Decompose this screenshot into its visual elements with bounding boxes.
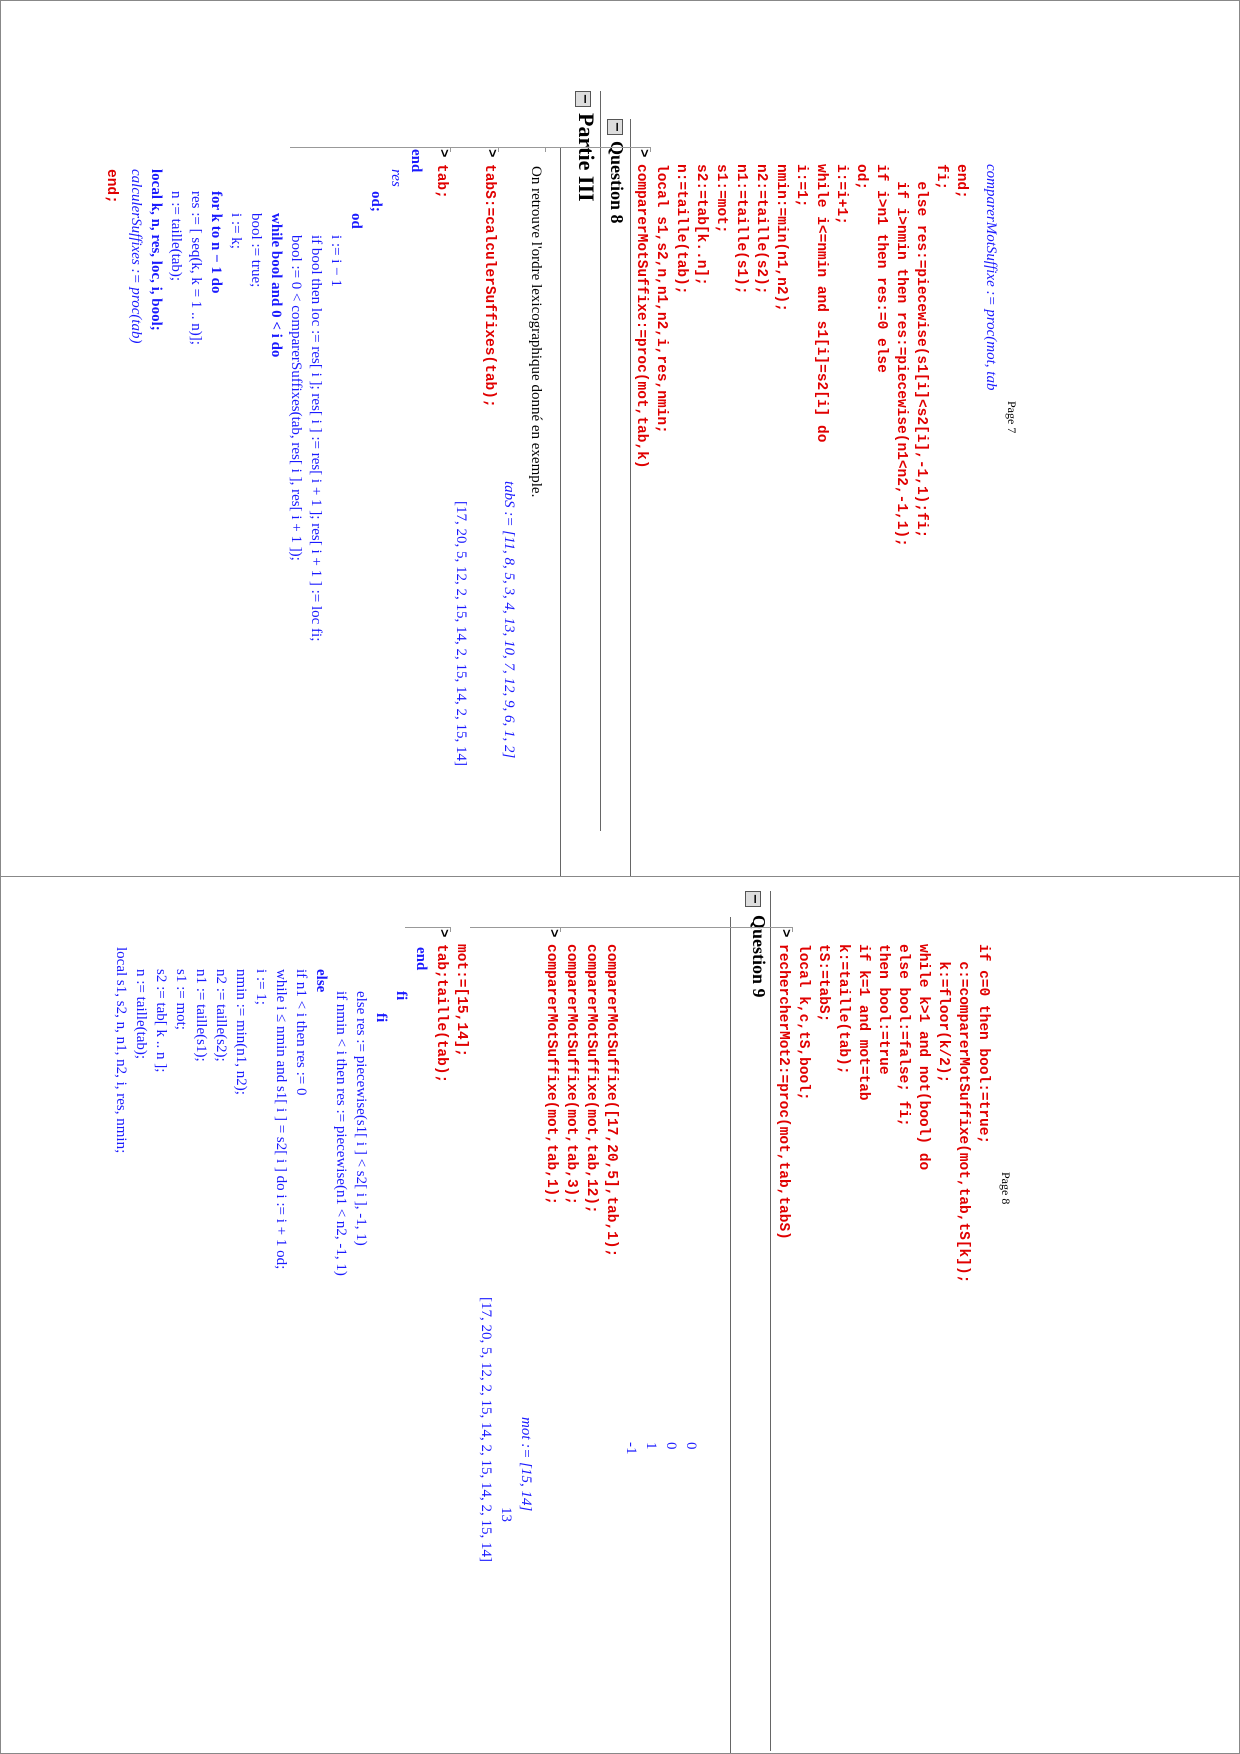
code-line[interactable]: tS:=tabS; <box>815 944 831 1023</box>
output-line: nmin := min(n1, n2); <box>233 969 249 1095</box>
output-line: calculerSuffixes := proc(tab) <box>128 169 144 344</box>
call-line[interactable]: comparerMotSuffixe(mot,tab,3); <box>563 944 579 1206</box>
output-line: res <box>388 169 404 187</box>
result-value: 1 <box>643 1442 659 1450</box>
output-line: if nmin < i then res := piecewise(n1 < n2, -1, 1) <box>333 991 349 1276</box>
code-line[interactable]: n:=taille(tab); <box>673 164 689 295</box>
code-line[interactable]: while k>1 and not(bool) do <box>915 944 931 1171</box>
output-line: n := taille(tab); <box>133 969 149 1060</box>
output-line: od <box>348 213 364 229</box>
output-line: fi <box>373 1013 389 1023</box>
output-tab: [17, 20, 5, 12, 2, 15, 14, 2, 15, 14, 2, 15, 14] <box>478 1297 494 1562</box>
code-line[interactable]: fi; <box>933 164 949 191</box>
output-line: if n1 < i then res := 0 <box>293 969 309 1096</box>
output-size: 13 <box>498 1507 514 1522</box>
output-mot: mot := [15, 14] <box>518 1417 534 1512</box>
result-value: -1 <box>623 1442 639 1455</box>
code-line[interactable]: if k=1 and mot=tab <box>855 944 871 1101</box>
output-tab: [17, 20, 5, 12, 2, 15, 14, 2, 15, 14, 2, 15, 14] <box>453 501 469 766</box>
call-line[interactable]: comparerMotSuffixe(mot,tab,1); <box>543 944 559 1206</box>
code-line[interactable]: local k,c,tS,bool; <box>795 944 811 1101</box>
output-line: for k to n − 1 do <box>208 191 224 294</box>
code-line[interactable]: s1:=mot; <box>713 164 729 234</box>
prompt: > <box>435 149 451 158</box>
prompt: > <box>435 929 451 938</box>
output-line: n2 := taille(s2); <box>213 969 229 1062</box>
code-line[interactable]: if c=0 then bool:=true; <box>975 944 991 1145</box>
code-line[interactable]: nmin:=min(n1,n2); <box>773 164 789 312</box>
output-line: i := 1; <box>253 969 269 1005</box>
output-line: comparerMotSuffixe := proc(mot, tab <box>983 164 999 391</box>
code-line[interactable]: end; <box>953 164 969 199</box>
call-line[interactable]: comparerMotSuffixe(mot,tab,12); <box>583 944 599 1214</box>
output-line: local s1, s2, n, n1, n2, i, res, nmin; <box>113 947 129 1154</box>
input-tabS[interactable]: tabS:=calculerSuffixes(tab); <box>481 164 497 408</box>
end-statement: end; <box>103 169 119 204</box>
code-line[interactable]: comparerMotSuffixe:=proc(mot,tab,k) <box>633 164 649 469</box>
page-number: Page 7 <box>1005 401 1019 434</box>
section-divider <box>560 147 561 877</box>
output-line: while bool and 0 < i do <box>268 213 284 358</box>
code-line[interactable]: od; <box>853 164 869 191</box>
output-line: bool := 0 < comparerSuffixes(tab, res[ i ], res[ i + 1 ]); <box>288 235 304 561</box>
code-line[interactable]: else res:=piecewise(s1[i]<s2[i],-1,1);fi; <box>913 164 929 539</box>
collapse-toggle-icon[interactable]: − <box>575 91 591 107</box>
code-line[interactable]: else bool:=false; fi; <box>895 944 911 1127</box>
output-line: else <box>313 969 329 993</box>
input-line[interactable]: tab;taille(tab); <box>433 944 449 1084</box>
code-line[interactable]: i:=i+1; <box>833 164 849 225</box>
code-line[interactable]: n1:=taille(s1); <box>733 164 749 295</box>
code-line[interactable]: then bool:=true <box>875 944 891 1075</box>
output-line: i := i − 1 <box>328 235 344 287</box>
code-line[interactable]: rechercherMot2:=proc(mot,tab,tabS) <box>775 944 791 1240</box>
section-rule <box>600 91 601 831</box>
question-rule <box>770 891 771 1751</box>
code-line[interactable]: s2:=tab[k..n]; <box>693 164 709 286</box>
output-line: fi <box>393 991 409 1001</box>
prompt: > <box>777 929 793 938</box>
section-divider <box>730 917 731 1754</box>
output-line: end <box>413 947 429 971</box>
output-line: od; <box>368 191 384 212</box>
code-line[interactable]: k:=floor(k/2); <box>935 944 951 1084</box>
output-line: s2 := tab[ k .. n ]; <box>153 969 169 1073</box>
output-line: n := taille(tab); <box>168 191 184 282</box>
output-line: else res := piecewise(s1[ i ] < s2[ i ], -1, 1) <box>353 991 369 1246</box>
output-line: res := [ seq(k, k = 1 .. n)]; <box>188 191 204 345</box>
code-line[interactable]: c:=comparerMotSuffixe(mot,tab,tS[k]); <box>955 944 971 1284</box>
result-value: 0 <box>663 1442 679 1450</box>
output-line: i := k; <box>228 213 244 249</box>
collapse-toggle-icon[interactable]: − <box>745 891 761 907</box>
prompt: > <box>545 929 561 938</box>
output-line: while i ≤ nmin and s1[ i ] = s2[ i ] do i := i + 1 od; <box>273 969 289 1270</box>
result-value: 0 <box>683 1442 699 1450</box>
output-line: n1 := taille(s1); <box>193 969 209 1062</box>
code-line[interactable]: if i>nmin then res:=piecewise(n1<n2,-1,1); <box>893 164 909 547</box>
output-line: s1 := mot; <box>173 969 189 1030</box>
code-line[interactable]: while i<=nmin and s1[i]=s2[i] do <box>813 164 829 443</box>
output-line: local k, n, res, loc, i, bool; <box>148 169 164 331</box>
code-line[interactable]: i:=1; <box>793 164 809 208</box>
output-line: if bool then loc := res[ i ]; res[ i ] := res[ i + 1 ]; res[ i + 1 ] := loc fi; <box>308 235 324 642</box>
prompt: > <box>635 149 651 158</box>
code-line[interactable]: local s1,s2,n,n1,n2,i,res,nmin; <box>653 164 669 434</box>
comment-text: On retrouve l'ordre lexicographique donné en exemple. <box>528 166 544 498</box>
collapse-toggle-icon[interactable]: − <box>607 119 623 135</box>
code-line[interactable]: n2:=taille(s2); <box>753 164 769 295</box>
question-title: Question 8 <box>607 141 627 224</box>
code-line[interactable]: if i>n1 then res:=0 else <box>873 164 889 373</box>
page-number: Page 8 <box>999 1172 1013 1205</box>
output-tabS: tabS := [11, 8, 5, 3, 4, 13, 10, 7, 12, 9, 6, 1, 2] <box>501 481 517 759</box>
output-line: end <box>408 149 424 173</box>
question-title: Question 9 <box>749 915 769 998</box>
input-tab[interactable]: tab; <box>433 164 449 199</box>
prompt: > <box>483 149 499 158</box>
code-line[interactable]: k:=taille(tab); <box>835 944 851 1075</box>
page-8 <box>0 876 1240 1754</box>
output-line: bool := true; <box>248 213 264 288</box>
section-title: Partie III <box>574 113 599 202</box>
call-line[interactable]: comparerMotSuffixe([17,20,5],tab,1); <box>603 944 619 1258</box>
input-line[interactable]: mot:=[15,14]; <box>453 944 469 1058</box>
